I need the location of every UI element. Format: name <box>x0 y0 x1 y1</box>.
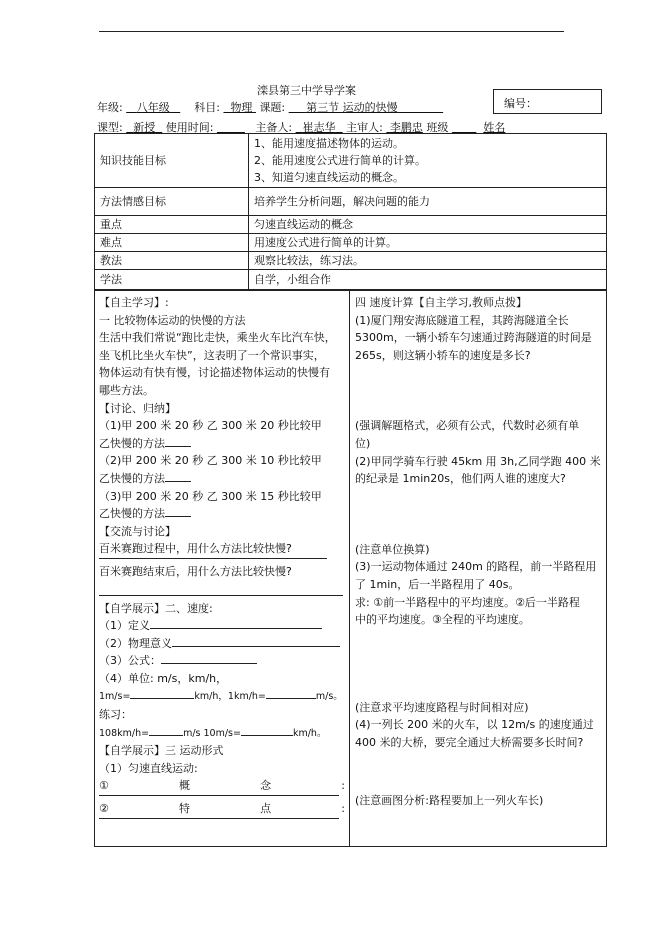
table-row <box>95 234 607 252</box>
feature-line: ② 特 点 : <box>99 802 345 816</box>
use-time-label: 使用时间: <box>165 121 214 134</box>
document-title: 滦县第三中学导学案 <box>257 84 356 97</box>
topic-value: 第三节 运动的快慢 <box>306 101 398 114</box>
row-label: 难点 <box>95 234 249 252</box>
topic-label: 课题: <box>259 101 286 114</box>
answer-line[interactable] <box>99 818 339 819</box>
conversion-blank[interactable] <box>266 687 316 699</box>
show-3-heading: 【自学展示】三 运动形式 <box>99 744 224 758</box>
practice-blank[interactable] <box>149 724 183 736</box>
column-divider <box>349 290 350 847</box>
exchange-heading: 【交流与讨论】 <box>99 524 176 538</box>
section-4-heading: 四 速度计算【自主学习,教师点拨】 <box>355 296 527 309</box>
type-value: 新授 <box>133 121 156 134</box>
grade-value: 八年级 <box>136 101 170 114</box>
meta-row-1 <box>97 99 443 115</box>
answer-line[interactable] <box>99 558 327 559</box>
author-value: 崔志华 <box>302 121 336 134</box>
row-content: 观察比较法，练习法。 <box>249 252 607 270</box>
reviewer-value: 李鹏忠 <box>389 121 423 134</box>
reviewer-label: 主审人: <box>346 121 383 134</box>
row-content: 自学，小组合作 <box>249 270 607 290</box>
header-rule <box>99 31 564 32</box>
number-label: 编号： <box>504 97 537 110</box>
name-label: 姓名 <box>483 121 506 134</box>
objectives-table <box>94 133 607 290</box>
table-row <box>95 270 607 290</box>
formula-blank[interactable] <box>161 652 257 664</box>
class-label: 班级 <box>426 121 449 134</box>
row-content: 培养学生分析问题，解决问题的能力 <box>249 188 607 216</box>
subject-label: 科目: <box>194 101 220 114</box>
row-content: 用速度公式进行简单的计算。 <box>249 234 607 252</box>
table-row <box>95 252 607 270</box>
section-1-title: 一 比较物体运动的快慢的方法 <box>99 313 246 327</box>
subject-value: 物理 <box>230 101 253 114</box>
type-label: 课型: <box>97 121 123 134</box>
meaning-blank[interactable] <box>172 635 340 647</box>
answer-blank[interactable] <box>165 435 191 447</box>
table-row <box>95 134 607 188</box>
row-label: 方法情感目标 <box>95 188 249 216</box>
right-column: 四 速度计算【自主学习,教师点拨】 (1)厦门翔安海底隧道工程，其跨海隧道全长 5300m，一辆小轿车匀速通过跨海隧道的时间是 265s，则这辆小轿车的速度是多长? (强调解题格式，必须有公式，代数时必须有单 位) (2)甲同学骑车行驶 45km 用 3h,乙同学跑 400 米 的纪录是 1min20s，他们两人谁的速度大? (注意单位换算) (3)一运动物体通过 240m 的路程，前一半路程用 了 1min，后一半路程用了 40s。 求: ①前一半路程中的平均速度。②后一半路程 中的平均速度。③全程的平均速度。 (注意求平均速度路程与时间相对应) (4)一列长 200 米的火车，以 12m/s 的速度通过 400 米的大桥，要完全通过大桥需要多长时间? (注意画图分析:路程要加上一列火车长) <box>355 296 601 807</box>
practice-blank[interactable] <box>241 724 293 736</box>
answer-line[interactable] <box>99 595 343 596</box>
row-label: 重点 <box>95 216 249 234</box>
show-2-heading: 【自学展示】二、速度: <box>99 601 213 615</box>
number-box <box>493 89 602 114</box>
conversion-blank[interactable] <box>130 687 194 699</box>
row-label: 教法 <box>95 252 249 270</box>
concept-line: ① 概 念 : <box>99 779 345 793</box>
grade-label: 年级: <box>97 101 123 114</box>
left-column: 【自主学习】: 一 比较物体运动的快慢的方法 生活中我们常说“跑比走快，乘坐火车比汽车快， 坐飞机比坐火车快”，这表明了一个常识事实， 物体运动有快有慢，讨论描述物体运动的快慢有 哪些方法。 【讨论、归纳】 （1)甲 200 米 20 秒 乙 300 米 20 秒比较甲 乙快慢的方法 （2)甲 200 米 20 秒 乙 300 米 10 秒比较甲 乙快慢的方法 （3)甲 200 米 20 秒 乙 300 米 15 秒比较甲 乙快慢的方法 【交流与讨论】 百米赛跑过程中，用什么方法比较快慢? 百米赛跑结束后，用什么方法比较快慢? 【自学展示】二、速度: （1）定义 （2）物理意义 （3）公式： （4）单位: m/s，km/h， 1m/s= km/h，1km/h= m/s。 练习： 108km/h= m/s 10m/s= km/h。 【自学展示】三 运动形式 （1）匀速直线运动: ① 概 念 : ② 特 点 : <box>99 294 345 823</box>
answer-line[interactable] <box>99 795 339 796</box>
row-label: 学法 <box>95 270 249 290</box>
table-row <box>95 188 607 216</box>
author-label: 主备人: <box>255 121 293 134</box>
answer-blank[interactable] <box>165 505 191 517</box>
answer-blank[interactable] <box>165 470 191 482</box>
row-label: 知识技能目标 <box>95 134 249 188</box>
discuss-heading: 【讨论、归纳】 <box>99 401 176 415</box>
row-content: 匀速直线运动的概念 <box>249 216 607 234</box>
self-study-heading: 【自主学习】: <box>99 296 169 309</box>
row-content: 1、能用速度描述物体的运动。 2、能用速度公式进行简单的计算。 3、知道匀速直线运动的概念。 <box>249 134 607 188</box>
table-row <box>95 216 607 234</box>
definition-blank[interactable] <box>150 617 322 629</box>
